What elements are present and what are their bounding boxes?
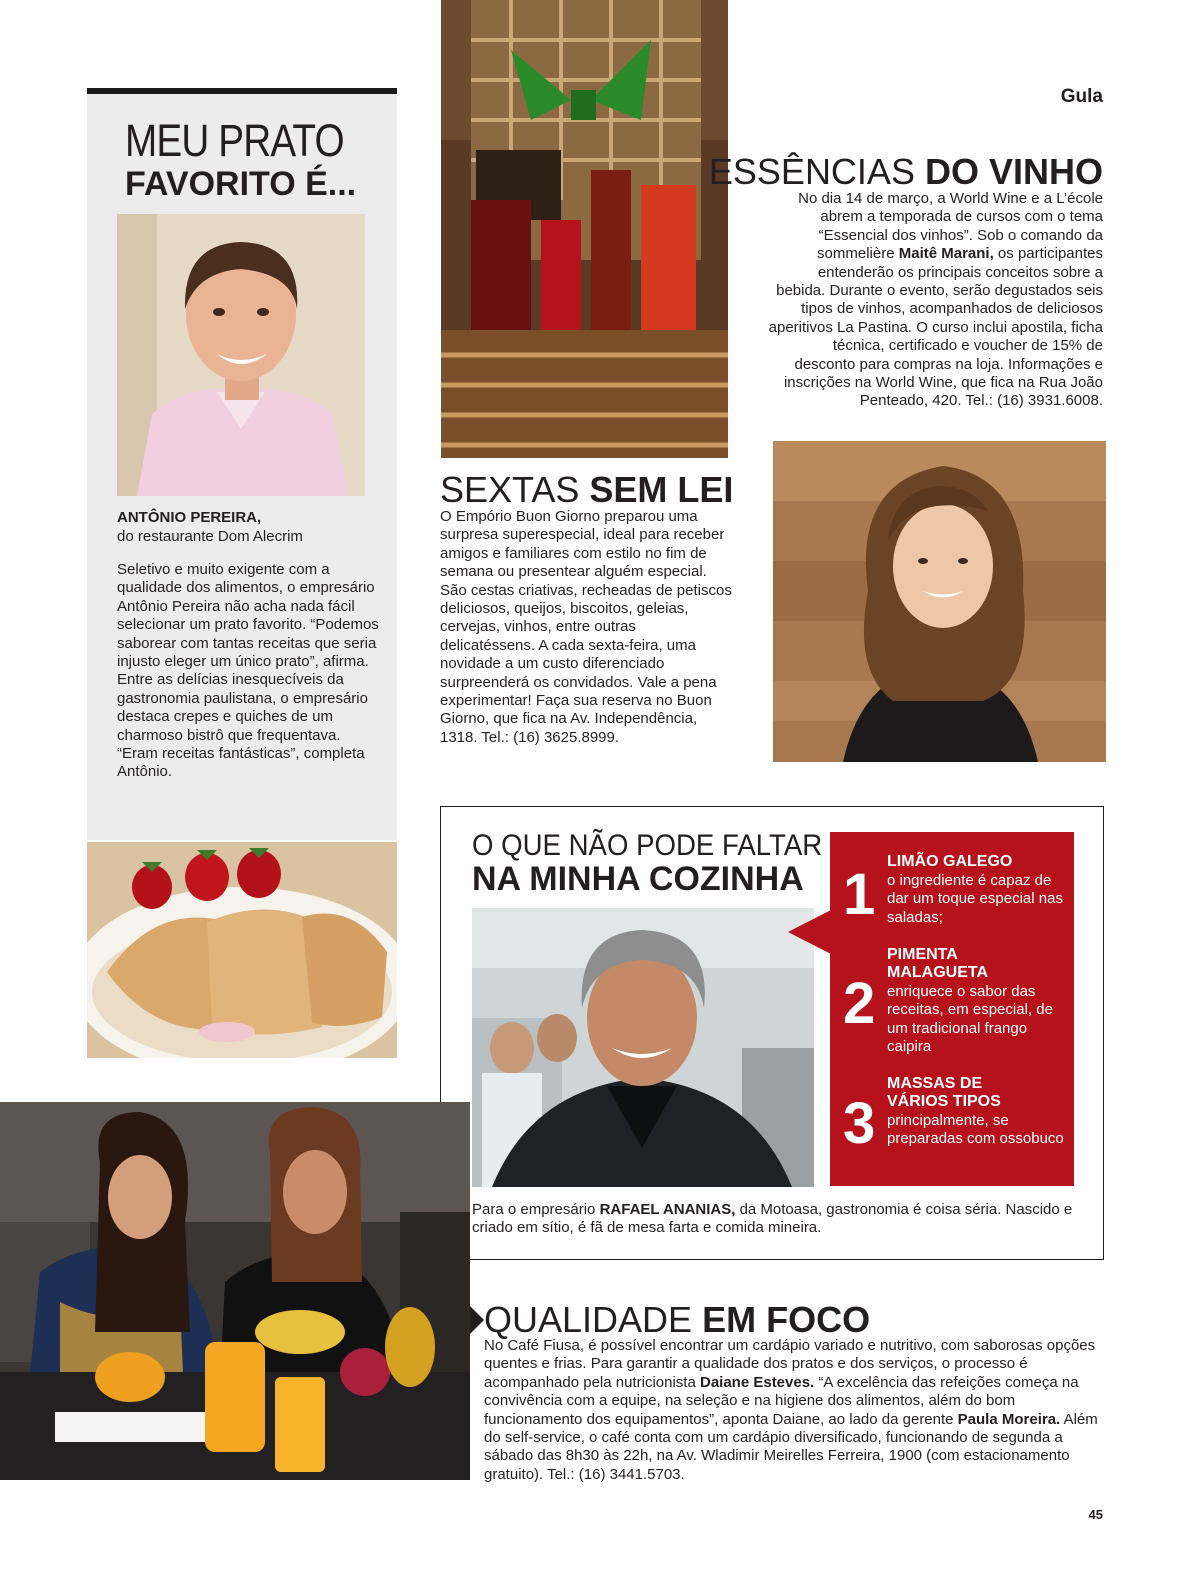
- item-desc-1: o ingrediente é capaz de dar um toque especial nas saladas;: [887, 872, 1063, 926]
- item-title-2: PIMENTA MALAGUETA: [887, 946, 989, 981]
- favorite-dish-title-bold: FAVORITO É...: [125, 165, 357, 203]
- manager-name: Paula Moreira.: [957, 1410, 1061, 1428]
- essencias-title: [708, 151, 1103, 192]
- kitchen-caption: [472, 1201, 1082, 1238]
- item-desc-2: enriquece o sabor das receitas, em especial, de um tradicional frango caipira: [887, 983, 1053, 1056]
- essencias-title-light: ESSÊNCIAS: [708, 151, 915, 192]
- rafael-ananias-photo: [472, 908, 814, 1187]
- kitchen-title-light: O QUE NÃO PODE FALTAR: [472, 829, 823, 862]
- item-title-1: LIMÃO GALEGO: [887, 853, 1013, 870]
- nutritionist-name: Daiane Esteves.: [699, 1373, 815, 1391]
- qualidade-body: [484, 1337, 1104, 1484]
- item-number-2: 2: [843, 971, 876, 1036]
- qualidade-title-light: QUALIDADE: [484, 1299, 693, 1340]
- person-name: ANTÔNIO PEREIRA,: [117, 509, 262, 526]
- antonio-pereira-photo: [117, 214, 365, 496]
- cafe-fiusa-photo: [0, 1102, 470, 1480]
- sextas-body: O Empório Buon Giorno preparou uma surpresa superespecial, ideal para receber amigos e familiares com estilo no fim de semana ou presentear alguém especial. São cestas criativas, recheadas de petiscos deliciosos, queijos, biscoitos, geleias, cervejas, vinhos, entre outras delicatéssens. A cada sexta-feira, uma novidade a um custo diferenciado surpreenderá os convidados. Vale a pena experimentar! Faça sua reserva no Buon Giorno, que fica na Av. Independência, 1318. Tel.: (16) 3625.8999.: [440, 508, 732, 746]
- section-label: Gula: [1060, 86, 1103, 107]
- qualidade-body-part: “A excelência das refeições começa na convivência com a equipe, na seleção e na higiene dos alimentos, além do bom funcionamento dos equipamentos”, aponta Daiane, ao lado da gerente: [484, 1373, 1079, 1428]
- qualidade-body-part: No Café Fiusa, é possível encontrar um cardápio variado e nutritivo, com saborosas opções quentes e frias. Para garantir a qualidade dos pratos e dos serviços, o processo é acompanhado pela nutricionista: [484, 1337, 1096, 1391]
- person-role: do restaurante Dom Alecrim: [117, 528, 303, 545]
- qualidade-title-bold: EM FOCO: [702, 1299, 871, 1340]
- item-number-1: 1: [843, 862, 876, 927]
- arrow-icon: [470, 1306, 484, 1334]
- essencias-body-part: os participantes entenderão os principais conceitos sobre a bebida. Durante o evento, serão degustados seis tipos de vinhos, acompanhados de deliciosos aperitivos La Pastina. O curso inclui apostila, ficha técnica, certificado e voucher de 15% de desconto para compras na loja. Informações e inscrições na World Wine, que fica na Rua João Penteado, 420. Tel.: (16) 3931.6008.: [768, 245, 1103, 410]
- favorite-dish-body: Seletivo e muito exigente com a qualidade dos alimentos, o empresário Antônio Pereira não acha nada fácil selecionar um prato favorito. “Podemos saborear com tantas receitas que seria injusto eleger um único prato”, afirma. Entre as delícias inesquecíveis da gastronomia paulistana, o empresário destaca crepes e quiches de um charmoso bistrô que frequentava. “Eram receitas fantásticas”, completa Antônio.: [117, 561, 379, 781]
- essencias-body: [768, 190, 1103, 411]
- page-number: 45: [1088, 1507, 1103, 1522]
- kitchen-title-bold: NA MINHA COZINHA: [472, 860, 804, 898]
- favorite-dish-title-light: MEU PRATO: [125, 115, 344, 166]
- item-number-3: 3: [843, 1091, 876, 1156]
- essencias-body-part: No dia 14 de março, a World Wine e a L’école abrem a temporada de cursos com o tema “Essencial dos vinhos”. Sob o comando da sommelière: [798, 190, 1103, 263]
- sextas-title-light: SEXTAS: [440, 469, 580, 510]
- maite-marani-photo: [773, 441, 1106, 762]
- qualidade-title: [484, 1299, 871, 1340]
- sextas-title: [440, 469, 734, 510]
- gift-basket-photo: [441, 0, 728, 458]
- sommeliere-name: Maitê Marani,: [898, 245, 994, 263]
- sextas-title-bold: SEM LEI: [589, 469, 734, 510]
- qualidade-body-part: Além do self-service, o café conta com um cardápio diversificado, funcionando de segunda a sábado das 8h30 às 22h, na Av. Wladimir Meirelles Ferreira, 1900 (com estacionamento gratuito). Tel.: (16) 3441.5703.: [484, 1410, 1098, 1483]
- essencias-title-bold: DO VINHO: [924, 151, 1103, 192]
- crepes-photo: [87, 842, 397, 1058]
- caption-part: da Motoasa, gastronomia é coisa séria. Nascido e criado em sítio, é fã de mesa farta e comida mineira.: [472, 1201, 1073, 1237]
- caption-name: RAFAEL ANANIAS,: [599, 1201, 736, 1218]
- item-desc-3: principalmente, se preparadas com ossobuco: [887, 1112, 1064, 1148]
- red-pointer: [788, 910, 831, 954]
- caption-part: Para o empresário: [472, 1201, 600, 1218]
- item-title-3: MASSAS DE VÁRIOS TIPOS: [887, 1075, 1001, 1110]
